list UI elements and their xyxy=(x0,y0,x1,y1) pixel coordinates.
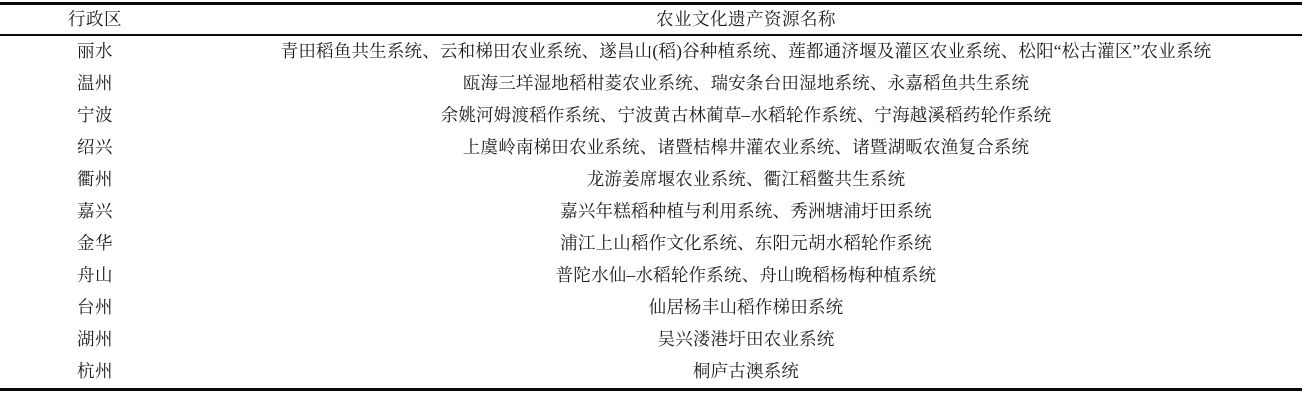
resources-cell: 瓯海三垟湿地稻柑菱农业系统、瑞安条台田湿地系统、永嘉稻鱼共生系统 xyxy=(462,73,1030,94)
table-row xyxy=(0,35,1302,68)
table-row xyxy=(0,324,1302,356)
region-cell: 衢州 xyxy=(77,169,113,190)
table-row xyxy=(0,260,1302,292)
heritage-resources-table xyxy=(0,2,1302,391)
table-row xyxy=(0,68,1302,100)
region-cell: 嘉兴 xyxy=(77,201,113,222)
table-row xyxy=(0,164,1302,196)
resources-cell: 嘉兴年糕稻种植与利用系统、秀洲塘浦圩田系统 xyxy=(560,201,932,222)
resources-cell: 桐庐古澳系统 xyxy=(692,361,800,382)
region-cell: 杭州 xyxy=(77,361,113,382)
table-header xyxy=(0,4,1302,36)
resources-cell: 仙居杨丰山稻作梯田系统 xyxy=(648,297,844,318)
region-cell: 舟山 xyxy=(77,265,113,286)
table-row xyxy=(0,196,1302,228)
region-cell: 台州 xyxy=(77,297,113,318)
header-row xyxy=(0,4,1302,36)
region-cell: 湖州 xyxy=(77,329,113,350)
resources-cell: 普陀水仙–水稻轮作系统、舟山晚稻杨梅种植系统 xyxy=(555,265,937,286)
resources-cell: 余姚河姆渡稻作系统、宁波黄古林蔺草–水稻轮作系统、宁海越溪稻药轮作系统 xyxy=(440,105,1052,126)
table-row xyxy=(0,132,1302,164)
column-header-resources: 农业文化遗产资源名称 xyxy=(190,4,1302,36)
resources-cell: 浦江上山稻作文化系统、东阳元胡水稻轮作系统 xyxy=(560,233,932,254)
table-body xyxy=(0,35,1302,390)
resources-cell: 龙游姜席堰农业系统、衢江稻鳖共生系统 xyxy=(586,169,906,190)
region-cell: 温州 xyxy=(77,73,113,94)
column-header-region: 行政区 xyxy=(0,4,190,36)
resources-cell: 吴兴溇港圩田农业系统 xyxy=(657,329,835,350)
region-cell: 金华 xyxy=(77,233,113,254)
resources-cell: 上虞岭南梯田农业系统、诸暨桔槔井灌农业系统、诸暨湖畈农渔复合系统 xyxy=(462,137,1030,158)
table-row xyxy=(0,228,1302,260)
table-row xyxy=(0,356,1302,390)
table-row xyxy=(0,100,1302,132)
region-cell: 绍兴 xyxy=(77,137,113,158)
region-cell: 宁波 xyxy=(77,105,113,126)
resources-cell: 青田稻鱼共生系统、云和梯田农业系统、遂昌山(稻)谷种植系统、莲都通济堰及灌区农业系统、松阳“松古灌区”农业系统 xyxy=(280,41,1212,62)
table-row xyxy=(0,292,1302,324)
region-cell: 丽水 xyxy=(77,41,113,62)
